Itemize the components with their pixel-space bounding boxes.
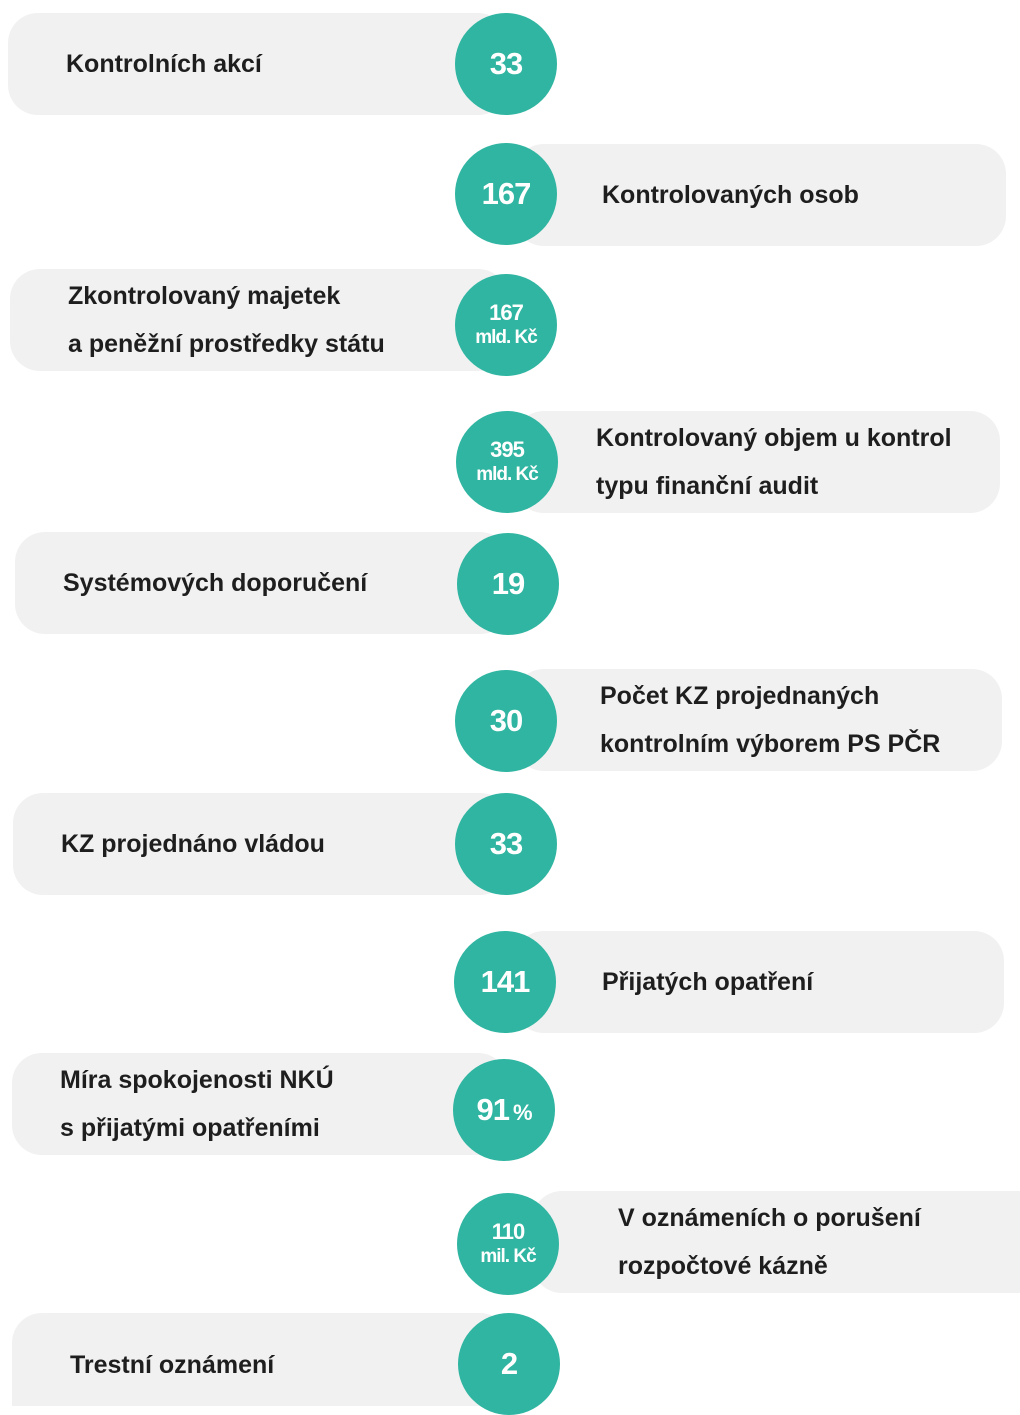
stat-value-circle — [458, 1313, 560, 1415]
stat-value: 33 — [489, 826, 523, 861]
stat-unit: mil. Kč — [480, 1246, 536, 1267]
stat-value: 167 — [489, 300, 523, 325]
stat-card-pill — [514, 669, 1002, 771]
stat-label-line: Kontrolovaných osob — [602, 181, 859, 209]
stat-card-pill — [12, 1313, 510, 1406]
stat-value: 33 — [489, 46, 523, 81]
stat-value-circle — [455, 793, 557, 895]
stat-value: 141 — [480, 964, 530, 999]
stat-label-line: Počet KZ projednaných — [600, 682, 880, 710]
stat-label-line: Zkontrolovaný majetek — [68, 282, 341, 310]
stat-label-line: V oznámeních o porušení — [618, 1204, 921, 1232]
stat-value: 395 — [490, 437, 524, 462]
stat-card-pill — [514, 931, 1004, 1033]
stat-value: 91 — [476, 1092, 509, 1127]
stat-value-circle — [455, 670, 557, 772]
percent-sign: % — [512, 1100, 532, 1125]
stat-card-pill — [13, 793, 510, 895]
stat-value-circle — [457, 533, 559, 635]
stat-label-line: Kontrolních akcí — [66, 50, 262, 78]
stat-value-circle — [453, 1059, 555, 1161]
stat-card-pill — [10, 269, 508, 371]
stat-card-pill — [514, 144, 1006, 246]
stat-value-circle — [455, 274, 557, 376]
stat-label-line: s přijatými opatřeními — [60, 1114, 320, 1142]
stat-label-line: Kontrolovaný objem u kontrol — [596, 424, 952, 452]
stat-label-line: kontrolním výborem PS PČR — [600, 730, 941, 758]
stat-card-pill — [514, 411, 1000, 513]
stat-card-pill — [532, 1191, 1020, 1293]
stat-value: 19 — [491, 566, 525, 601]
stat-label-line: typu finanční audit — [596, 472, 819, 500]
stat-value-circle — [455, 13, 557, 115]
stat-value: 110 — [491, 1219, 525, 1244]
stat-label-line: Trestní oznámení — [70, 1350, 275, 1379]
stat-value: 30 — [489, 703, 523, 738]
stat-label-line: rozpočtové kázně — [618, 1252, 828, 1280]
stat-label-line: KZ projednáno vládou — [61, 830, 325, 858]
stat-value: 167 — [481, 176, 531, 211]
stat-card-pill — [15, 532, 510, 634]
stat-card-pill — [8, 13, 508, 115]
stat-value: 2 — [500, 1346, 518, 1381]
stat-label-line: Míra spokojenosti NKÚ — [60, 1066, 334, 1094]
stat-value-circle — [455, 143, 557, 245]
stat-label-line: a peněžní prostředky státu — [68, 330, 385, 358]
stat-label-line: Přijatých opatření — [602, 968, 814, 996]
stat-unit: mld. Kč — [476, 464, 538, 485]
stat-unit: mld. Kč — [475, 327, 537, 348]
stat-card-pill — [12, 1053, 508, 1155]
stat-label-line: Systémových doporučení — [63, 569, 368, 597]
stat-value-circle — [454, 931, 556, 1033]
stat-value-circle — [457, 1193, 559, 1295]
stat-value-circle — [456, 411, 558, 513]
